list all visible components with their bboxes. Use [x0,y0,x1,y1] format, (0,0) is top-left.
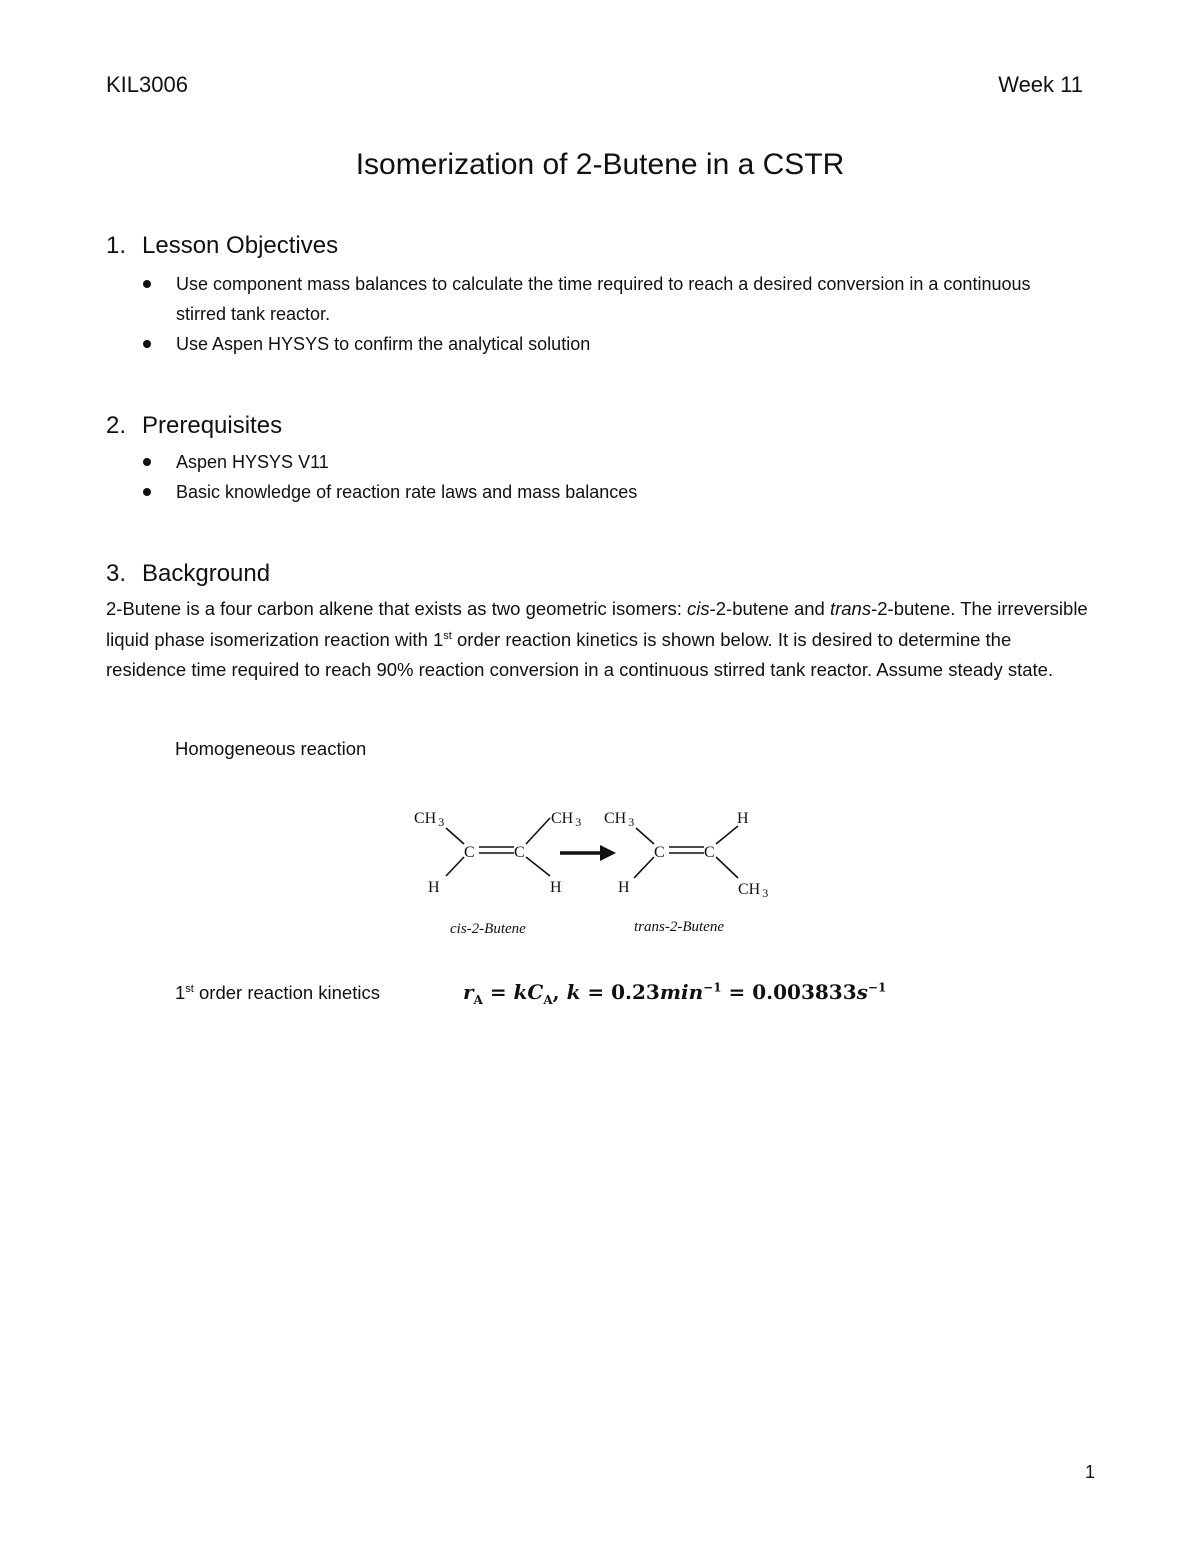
section-heading-prerequisites [106,412,282,440]
section-title: Prerequisites [142,412,283,439]
page-title: Isomerization of 2-Butene in a CSTR [355,148,845,181]
homogeneous-reaction-label: Homogeneous reaction [175,738,367,759]
bond-line [526,857,550,876]
list-item-text: Use Aspen HYSYS to confirm the analytical solution [176,334,591,354]
bond-line [634,857,654,878]
bond-line [526,818,550,844]
list-item-text: Use component mass balances to calculate the time required to reach a desired conversion in a continuous stirred tank reactor. [176,274,1031,324]
list-item [140,477,1080,507]
bullet-icon [143,458,151,466]
list-item [140,329,1080,359]
trans-ch3-top-left: CH 3 [604,810,635,829]
cis-ch3-top-left: CH 3 [414,810,445,829]
background-paragraph: 2-Butene is a four carbon alkene that exists as two geometric isomers: cis-2-butene and trans-2-butene. The irreversible liquid phase isomerization reaction with 1st order reaction kinetics is shown below. It is desired to determine the residence time required to reach 90% reaction conversion in a continuous stirred tank reactor. Assume steady state. [106,598,1088,680]
bond-line [716,826,738,844]
page-number: 1 [1085,1462,1096,1482]
cis-ch3-top-right: CH 3 [551,810,582,829]
cis-carbon-right: C [514,844,525,861]
trans-2-butene-label: trans-2-Butene [634,919,724,935]
kinetics-label: 1st order reaction kinetics [175,982,380,1003]
cis-h-right: H [550,879,562,896]
section-number: 1. [106,232,127,259]
bullet-icon [143,340,151,348]
bond-line [716,857,738,878]
prerequisites-list [140,447,1080,507]
section-heading-background [106,560,270,588]
bond-line [446,828,464,844]
cis-h-left: H [428,879,440,896]
list-item [140,447,1080,477]
section-number: 2. [106,412,127,439]
list-item-text: Basic knowledge of reaction rate laws and mass balances [176,482,638,502]
section-title: Background [142,560,271,587]
week-label: Week 11 [998,72,1083,97]
list-item [140,269,1080,329]
reaction-arrow-icon [560,845,616,861]
section-heading-objectives [106,232,338,260]
trans-h-top-right: H [737,810,749,827]
bond-line [636,828,654,844]
rate-equation: $r_A = kC_A$, $k = 0.23\min^{-1} = 0.003833s^{-1}$ [463,980,887,1007]
section-title: Lesson Objectives [142,232,339,259]
course-code: KIL3006 [106,72,188,97]
trans-carbon-right: C [704,844,715,861]
trans-h-bottom-left: H [618,879,630,896]
bullet-icon [143,488,151,496]
isomerization-diagram [400,800,800,940]
cis-2-butene-label: cis-2-Butene [450,921,526,937]
section-number: 3. [106,560,127,587]
bullet-icon [143,280,151,288]
objectives-list [140,269,1080,359]
bond-line [446,857,464,876]
list-item-text: Aspen HYSYS V11 [176,452,329,472]
cis-carbon-left: C [464,844,475,861]
trans-ch3-bottom-right: CH 3 [738,881,769,900]
trans-carbon-left: C [654,844,665,861]
